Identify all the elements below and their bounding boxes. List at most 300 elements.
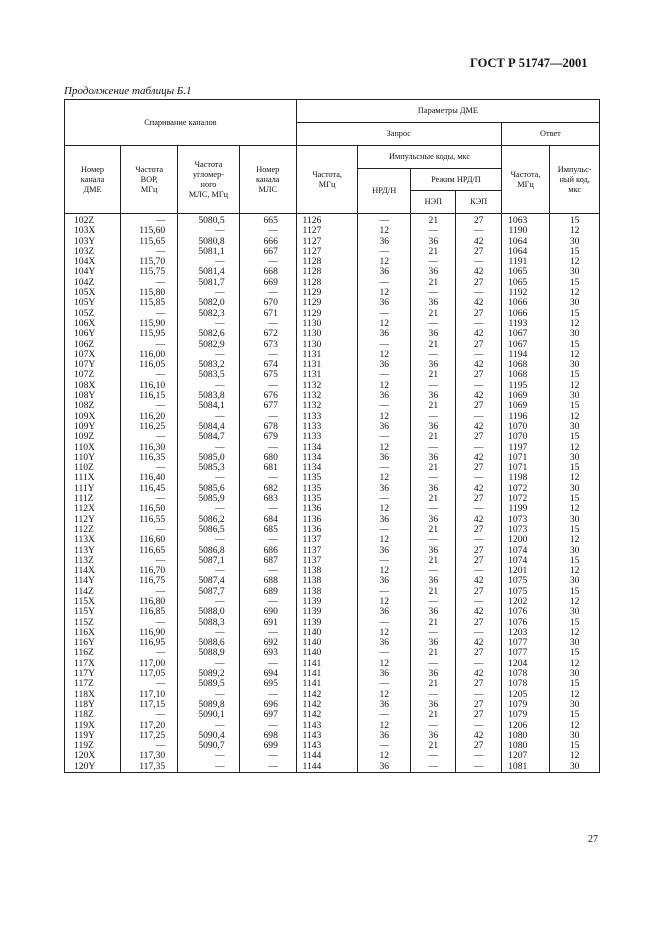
table-cell: — — [178, 721, 239, 731]
table-cell: 686 — [239, 546, 296, 556]
table-cell: — — [411, 257, 456, 267]
table-cell: 30 — [550, 360, 600, 370]
table-cell: 36 — [411, 638, 456, 648]
table-cell: 694 — [239, 669, 296, 679]
table-cell: 116,60 — [121, 535, 178, 545]
table-cell: 113Z — [65, 556, 121, 566]
table-cell: 12 — [358, 473, 411, 483]
table-cell: 36 — [411, 422, 456, 432]
table-cell: 669 — [239, 278, 296, 288]
table-cell: — — [239, 628, 296, 638]
table-cell: — — [121, 587, 178, 597]
table-cell: 678 — [239, 422, 296, 432]
table-cell: 1132 — [296, 381, 357, 391]
table-cell: 699 — [239, 741, 296, 751]
table-cell: 1073 — [501, 515, 550, 525]
table-cell: 1129 — [296, 288, 357, 298]
table-cell: 1140 — [296, 638, 357, 648]
table-cell: — — [358, 309, 411, 319]
table-cell: 15 — [550, 556, 600, 566]
table-cell: 104X — [65, 257, 121, 267]
table-row — [65, 515, 600, 525]
table-cell: 42 — [456, 298, 501, 308]
table-cell: — — [411, 628, 456, 638]
table-cell: 1065 — [501, 267, 550, 277]
table-cell: 1070 — [501, 432, 550, 442]
table-cell: — — [121, 710, 178, 720]
table-cell: 1198 — [501, 473, 550, 483]
col-reply-code-header: Импульс- ный код, мкс — [550, 146, 600, 214]
table-cell: 12 — [358, 504, 411, 514]
table-cell: 27 — [456, 525, 501, 535]
table-cell: 15 — [550, 494, 600, 504]
table-cell: 117,05 — [121, 669, 178, 679]
table-cell: 12 — [550, 721, 600, 731]
table-cell: 109Z — [65, 432, 121, 442]
table-cell: 679 — [239, 432, 296, 442]
table-cell: 30 — [550, 422, 600, 432]
table-cell: 12 — [550, 690, 600, 700]
table-cell: 5090,1 — [178, 710, 239, 720]
table-cell: 30 — [550, 329, 600, 339]
table-cell: 1143 — [296, 731, 357, 741]
table-cell: 36 — [358, 267, 411, 277]
table-row — [65, 288, 600, 298]
table-cell: 116,15 — [121, 391, 178, 401]
reply-header: Ответ — [501, 123, 599, 146]
table-cell: — — [358, 340, 411, 350]
table-cell: 42 — [456, 453, 501, 463]
table-cell: 1065 — [501, 278, 550, 288]
table-cell: 114Y — [65, 576, 121, 586]
table-cell: 5089,8 — [178, 700, 239, 710]
table-cell: — — [456, 628, 501, 638]
table-cell: 116,35 — [121, 453, 178, 463]
table-cell: 1190 — [501, 226, 550, 236]
table-cell: 1072 — [501, 494, 550, 504]
table-cell: 1126 — [296, 214, 357, 227]
table-cell: 27 — [456, 618, 501, 628]
table-row — [65, 267, 600, 277]
table-cell: 1129 — [296, 298, 357, 308]
table-cell: 27 — [456, 679, 501, 689]
table-cell: 116,25 — [121, 422, 178, 432]
table-cell: 1072 — [501, 484, 550, 494]
table-cell: — — [239, 762, 296, 773]
table-cell: — — [358, 247, 411, 257]
table-cell: 1078 — [501, 669, 550, 679]
table-cell: 27 — [456, 370, 501, 380]
table-cell: — — [358, 556, 411, 566]
table-cell: 1137 — [296, 556, 357, 566]
table-cell: 30 — [550, 453, 600, 463]
table-cell: 1074 — [501, 556, 550, 566]
table-cell: 12 — [358, 721, 411, 731]
table-cell: — — [121, 247, 178, 257]
table-cell: 1137 — [296, 535, 357, 545]
table-cell: 111X — [65, 473, 121, 483]
table-cell: — — [239, 751, 296, 761]
table-row — [65, 453, 600, 463]
table-cell: — — [121, 401, 178, 411]
table-cell: 21 — [411, 525, 456, 535]
table-cell: 5086,5 — [178, 525, 239, 535]
table-cell: 5084,7 — [178, 432, 239, 442]
table-cell: — — [411, 473, 456, 483]
table-cell: 36 — [411, 607, 456, 617]
col-reply-freq-header: Частота, МГц — [501, 146, 550, 214]
table-cell: — — [178, 350, 239, 360]
table-cell: — — [456, 659, 501, 669]
table-cell: 120Y — [65, 762, 121, 773]
table-cell: 103X — [65, 226, 121, 236]
table-cell: 1071 — [501, 463, 550, 473]
table-row — [65, 648, 600, 658]
table-cell: 5081,4 — [178, 267, 239, 277]
table-cell: 5085,0 — [178, 453, 239, 463]
table-cell: 115,90 — [121, 319, 178, 329]
table-cell: 12 — [550, 443, 600, 453]
table-cell: 110Y — [65, 453, 121, 463]
table-row — [65, 638, 600, 648]
table-cell: — — [178, 535, 239, 545]
table-cell: 118Y — [65, 700, 121, 710]
table-row — [65, 391, 600, 401]
table-cell: 1131 — [296, 370, 357, 380]
table-cell: 12 — [550, 597, 600, 607]
table-cell: 42 — [456, 329, 501, 339]
table-row — [65, 432, 600, 442]
table-cell: 5084,4 — [178, 422, 239, 432]
table-cell: 106Z — [65, 340, 121, 350]
table-cell: 116,75 — [121, 576, 178, 586]
table-cell: 1143 — [296, 721, 357, 731]
table-cell: 21 — [411, 618, 456, 628]
table-cell: 696 — [239, 700, 296, 710]
table-cell: 1067 — [501, 329, 550, 339]
table-cell: 36 — [411, 391, 456, 401]
table-cell: 36 — [411, 546, 456, 556]
table-cell: 5085,3 — [178, 463, 239, 473]
table-cell: 5085,9 — [178, 494, 239, 504]
table-cell: 36 — [358, 762, 411, 773]
table-cell: 30 — [550, 546, 600, 556]
table-cell: 36 — [358, 298, 411, 308]
table-cell: 116,30 — [121, 443, 178, 453]
table-cell: — — [178, 381, 239, 391]
col-mls-angle-header: Частота угломер- ного МЛС, МГц — [178, 146, 239, 214]
table-cell: 116,70 — [121, 566, 178, 576]
table-cell: 1075 — [501, 587, 550, 597]
table-cell: 116X — [65, 628, 121, 638]
table-row — [65, 319, 600, 329]
table-row — [65, 247, 600, 257]
page-number: 27 — [588, 834, 598, 845]
table-cell: 27 — [456, 401, 501, 411]
table-cell: 5090,4 — [178, 731, 239, 741]
table-cell: — — [456, 257, 501, 267]
table-cell: 12 — [550, 473, 600, 483]
table-row — [65, 546, 600, 556]
table-cell: 116Y — [65, 638, 121, 648]
table-cell: 688 — [239, 576, 296, 586]
table-cell: — — [456, 504, 501, 514]
table-cell: 12 — [358, 319, 411, 329]
table-row — [65, 257, 600, 267]
table-cell: 1132 — [296, 391, 357, 401]
table-cell: 21 — [411, 556, 456, 566]
table-cell: 12 — [550, 350, 600, 360]
table-cell: — — [411, 535, 456, 545]
table-cell: 1139 — [296, 618, 357, 628]
table-cell: — — [411, 504, 456, 514]
table-cell: 42 — [456, 237, 501, 247]
table-cell: 5088,0 — [178, 607, 239, 617]
table-cell: 1074 — [501, 546, 550, 556]
table-cell: 115,70 — [121, 257, 178, 267]
col-nep-header: НЭП — [411, 191, 456, 214]
table-cell: 36 — [358, 237, 411, 247]
table-cell: 30 — [550, 576, 600, 586]
table-cell: 12 — [550, 659, 600, 669]
table-cell: 12 — [358, 257, 411, 267]
table-cell: 1069 — [501, 391, 550, 401]
table-cell: 120X — [65, 751, 121, 761]
table-cell: 30 — [550, 484, 600, 494]
table-cell: 42 — [456, 638, 501, 648]
table-caption: Продолжение таблицы Б.1 — [64, 85, 192, 97]
table-row — [65, 381, 600, 391]
table-row — [65, 669, 600, 679]
table-cell: — — [121, 648, 178, 658]
table-row — [65, 298, 600, 308]
table-cell: 1196 — [501, 412, 550, 422]
table-cell: 1127 — [296, 247, 357, 257]
table-row — [65, 484, 600, 494]
table-cell: 21 — [411, 247, 456, 257]
table-cell: — — [456, 350, 501, 360]
table-cell: 111Z — [65, 494, 121, 504]
table-cell: 1127 — [296, 226, 357, 236]
table-cell: 36 — [358, 453, 411, 463]
table-cell: 1191 — [501, 257, 550, 267]
table-cell: 30 — [550, 237, 600, 247]
table-cell: 15 — [550, 432, 600, 442]
table-cell: — — [121, 556, 178, 566]
table-cell: 21 — [411, 370, 456, 380]
table-cell: 115,60 — [121, 226, 178, 236]
table-cell: — — [121, 214, 178, 227]
table-cell: 27 — [456, 432, 501, 442]
table-cell: — — [456, 443, 501, 453]
table-cell: 115,85 — [121, 298, 178, 308]
table-cell: — — [239, 473, 296, 483]
table-cell: 115,75 — [121, 267, 178, 277]
table-cell: 112Z — [65, 525, 121, 535]
table-cell: 1080 — [501, 741, 550, 751]
table-cell: — — [178, 762, 239, 773]
table-cell: 1197 — [501, 443, 550, 453]
col-nrd-header: НРД/Н — [358, 169, 411, 214]
table-cell: 1141 — [296, 669, 357, 679]
table-cell: 27 — [456, 587, 501, 597]
table-row — [65, 473, 600, 483]
table-cell: — — [456, 721, 501, 731]
table-cell: 668 — [239, 267, 296, 277]
table-cell: — — [178, 257, 239, 267]
table-cell: 1071 — [501, 453, 550, 463]
table-cell: 1195 — [501, 381, 550, 391]
table-cell: 27 — [456, 278, 501, 288]
table-cell: 108Z — [65, 401, 121, 411]
table-cell: 21 — [411, 278, 456, 288]
table-cell: 27 — [456, 214, 501, 227]
table-cell: 111Y — [65, 484, 121, 494]
table-cell: 15 — [550, 679, 600, 689]
table-cell: 1140 — [296, 628, 357, 638]
table-cell: 113X — [65, 535, 121, 545]
table-cell: — — [178, 319, 239, 329]
table-row — [65, 360, 600, 370]
table-cell: 117,00 — [121, 659, 178, 669]
col-channel-header: Номер канала ДМЕ — [65, 146, 121, 214]
table-cell: 1143 — [296, 741, 357, 751]
table-cell: 1135 — [296, 484, 357, 494]
table-cell: 110X — [65, 443, 121, 453]
table-cell: — — [358, 525, 411, 535]
table-cell: 113Y — [65, 546, 121, 556]
table-cell: 36 — [411, 360, 456, 370]
table-row — [65, 278, 600, 288]
col-vor-header: Частота ВОР, МГц — [121, 146, 178, 214]
table-cell: 36 — [358, 484, 411, 494]
table-cell: 15 — [550, 463, 600, 473]
table-cell: 5088,3 — [178, 618, 239, 628]
table-row — [65, 556, 600, 566]
table-cell: 110Z — [65, 463, 121, 473]
table-cell: 117,30 — [121, 751, 178, 761]
table-cell: 1131 — [296, 350, 357, 360]
table-row — [65, 690, 600, 700]
table-cell: 42 — [456, 607, 501, 617]
col-mls-channel-header: Номер канала МЛС — [239, 146, 296, 214]
table-cell: 107Z — [65, 370, 121, 380]
table-cell: 21 — [411, 587, 456, 597]
table-cell: — — [239, 443, 296, 453]
table-row — [65, 214, 600, 227]
table-cell: — — [358, 494, 411, 504]
table-row — [65, 340, 600, 350]
table-cell: 36 — [358, 731, 411, 741]
table-cell: 112X — [65, 504, 121, 514]
table-row — [65, 659, 600, 669]
table-cell: 690 — [239, 607, 296, 617]
table-cell: 36 — [358, 546, 411, 556]
table-row — [65, 741, 600, 751]
table-cell: 1140 — [296, 648, 357, 658]
table-body — [65, 214, 600, 773]
table-cell: — — [358, 618, 411, 628]
table-cell: 119Y — [65, 731, 121, 741]
table-cell: 1066 — [501, 309, 550, 319]
table-cell: — — [239, 597, 296, 607]
table-cell: — — [121, 679, 178, 689]
table-row — [65, 226, 600, 236]
table-cell: 105Y — [65, 298, 121, 308]
table-cell: 1075 — [501, 576, 550, 586]
table-cell: — — [178, 443, 239, 453]
table-cell: 1127 — [296, 237, 357, 247]
table-cell: 12 — [550, 566, 600, 576]
table-cell: — — [178, 473, 239, 483]
channel-table — [64, 99, 600, 773]
table-cell: 42 — [456, 422, 501, 432]
table-cell: 5083,8 — [178, 391, 239, 401]
table-cell: 27 — [456, 556, 501, 566]
table-cell: 117,10 — [121, 690, 178, 700]
table-cell: 12 — [550, 628, 600, 638]
table-cell: 36 — [358, 607, 411, 617]
table-cell: 1070 — [501, 422, 550, 432]
table-cell: — — [358, 401, 411, 411]
table-cell: 1064 — [501, 237, 550, 247]
table-cell: — — [178, 628, 239, 638]
table-cell: — — [358, 432, 411, 442]
table-cell: 117,20 — [121, 721, 178, 731]
table-cell: 42 — [456, 515, 501, 525]
table-cell: — — [358, 370, 411, 380]
table-cell: — — [411, 443, 456, 453]
table-cell: 109Y — [65, 422, 121, 432]
table-cell: — — [239, 566, 296, 576]
table-cell: — — [411, 751, 456, 761]
table-cell: 15 — [550, 525, 600, 535]
table-cell: 12 — [550, 535, 600, 545]
table-cell: 12 — [358, 659, 411, 669]
table-cell: 1079 — [501, 710, 550, 720]
table-cell: 30 — [550, 515, 600, 525]
table-row — [65, 494, 600, 504]
table-cell: 1134 — [296, 443, 357, 453]
table-cell: 42 — [456, 267, 501, 277]
table-cell: — — [358, 741, 411, 751]
table-cell: — — [411, 721, 456, 731]
table-row — [65, 700, 600, 710]
table-cell: 675 — [239, 370, 296, 380]
table-cell: 697 — [239, 710, 296, 720]
table-cell: 108X — [65, 381, 121, 391]
table-cell: 36 — [411, 329, 456, 339]
table-cell: — — [239, 381, 296, 391]
table-cell: 5082,9 — [178, 340, 239, 350]
table-cell: 1192 — [501, 288, 550, 298]
table-cell: 674 — [239, 360, 296, 370]
table-cell: — — [178, 226, 239, 236]
table-cell: 5081,7 — [178, 278, 239, 288]
table-cell: 1131 — [296, 360, 357, 370]
table-cell: 1130 — [296, 319, 357, 329]
table-cell: 5080,5 — [178, 214, 239, 227]
table-cell: 116,45 — [121, 484, 178, 494]
table-cell: 30 — [550, 762, 600, 773]
table-cell: 12 — [358, 597, 411, 607]
table-cell: 36 — [411, 731, 456, 741]
table-cell: 42 — [456, 669, 501, 679]
table-cell: 12 — [358, 751, 411, 761]
table-cell: 684 — [239, 515, 296, 525]
table-cell: — — [456, 751, 501, 761]
table-cell: 117Z — [65, 679, 121, 689]
